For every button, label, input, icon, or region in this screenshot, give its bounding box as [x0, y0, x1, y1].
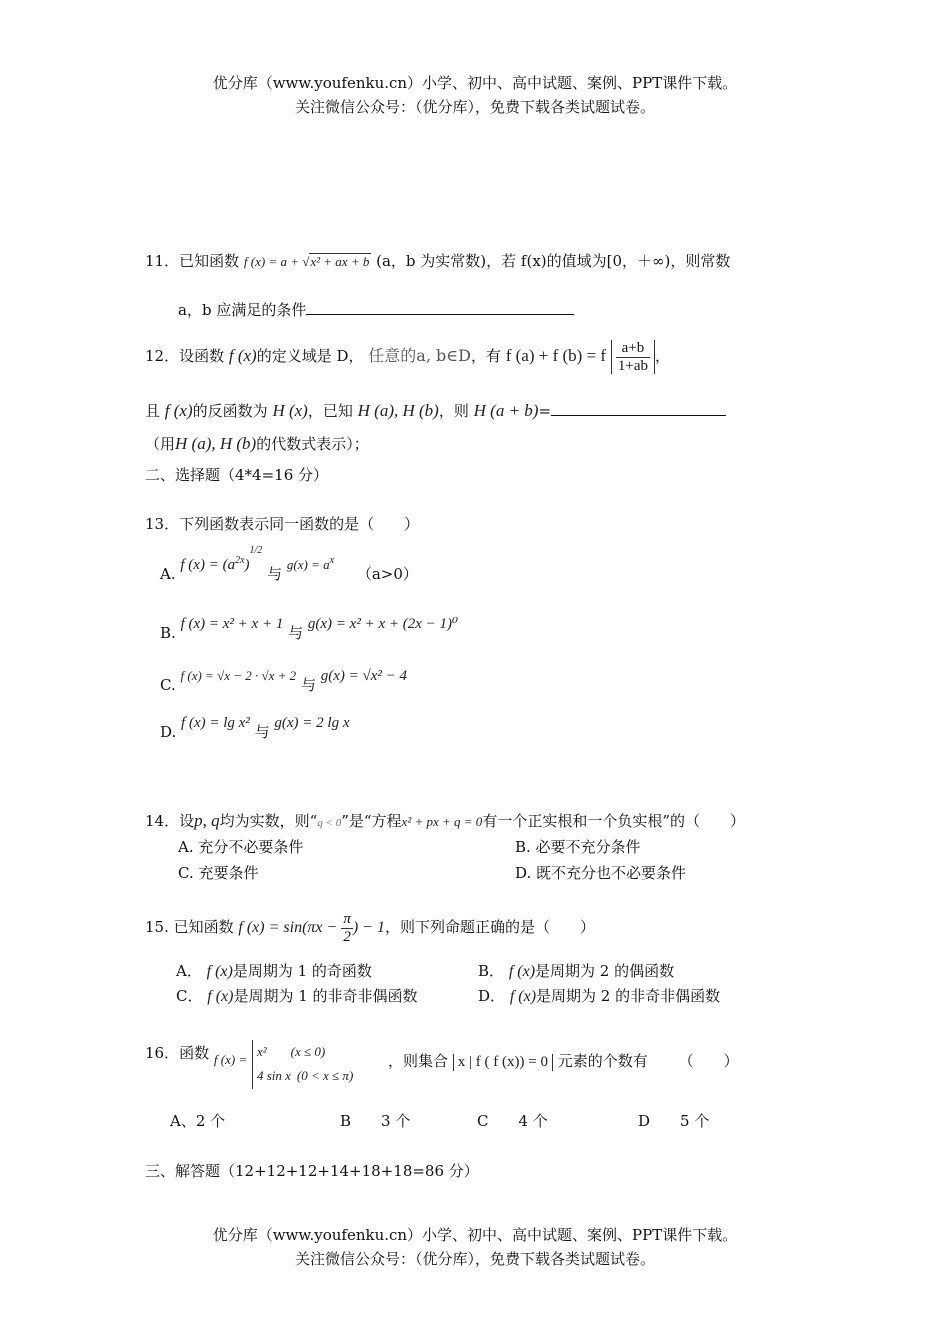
q16-option-c: C 4 个 [477, 1112, 548, 1130]
header-line-2: 关注微信公众号：（优分库），免费下载各类试题试卷。 [294, 98, 655, 116]
q13-option-a [160, 545, 418, 583]
q13-a-f: f (x) = (a [180, 557, 236, 573]
q12-line2-fx: f (x) [164, 401, 193, 420]
q12-line3-hab: H (a), H (b) [175, 434, 257, 453]
q16-case1-cond: (x ≤ 0) [290, 1044, 326, 1059]
q15-stem [145, 908, 595, 947]
q13-b-label: B. [160, 624, 176, 642]
q13-c-f: f (x) = √x − 2 · √x + 2 [180, 668, 297, 683]
q13-a-cond: （a>0） [356, 565, 418, 583]
q12-known-text: ，已知 [307, 402, 353, 420]
q13-a-gexp: x [329, 555, 335, 566]
q15-frac-den: 2 [343, 928, 351, 945]
section-3-title: 三、解答题（12+12+12+14+18+18=86 分） [145, 1162, 479, 1180]
header-line-1: 优分库（www.youfenku.cn）小学、初中、高中试题、案例、PPT课件下载。 [212, 74, 738, 92]
q15-option-c [176, 985, 418, 1006]
q13-option-d [160, 711, 350, 741]
q14-option-d: D. 既不充分也不必要条件 [515, 864, 687, 882]
q12-hx: H (x) [272, 401, 308, 420]
q15-frac-num: π [343, 911, 351, 927]
q12-inverse-text: 的反函数为 [192, 402, 268, 420]
q15-stem-a: 15. 已知函数 [145, 918, 234, 936]
q16-case2-cond: (0 < x ≤ π) [296, 1068, 354, 1084]
q11-answer-blank[interactable] [306, 314, 574, 315]
q13-a-g: g(x) = a [286, 557, 330, 572]
q15-c-text: 是周期为 1 的非奇非偶函数 [233, 987, 418, 1005]
q14-stem-a: 14．设 [145, 812, 195, 830]
q13-b-with: 与 [288, 624, 304, 642]
q14-stem-c: ”是“方程 [341, 812, 402, 830]
q14-pq: p, q [194, 811, 220, 830]
q12-prefix: 12．设函数 [145, 347, 225, 365]
q14-cond: q < 0 [317, 817, 342, 829]
q13-c-with: 与 [300, 676, 316, 694]
q13-a-outer-exp: 1/2 [249, 545, 263, 556]
q16-option-d: D 5 个 [638, 1112, 710, 1130]
q13-option-b [160, 612, 459, 642]
q16-stem-c: 元素的个数有 [557, 1052, 648, 1070]
q13-c-label: C. [160, 676, 176, 694]
q12-answer-blank[interactable] [551, 415, 726, 416]
q12-then-text: ，则 [438, 402, 469, 420]
q15-option-d [478, 985, 720, 1006]
q13-a-close: ) [244, 557, 250, 573]
q15-tail: ) − 1 [352, 919, 385, 936]
section-2-title: 二、选择题（4*4=16 分） [145, 466, 329, 484]
q15-a-fx: f (x) [206, 963, 233, 980]
footer-line-1: 优分库（www.youfenku.cn）小学、初中、高中试题、案例、PPT课件下载。 [212, 1226, 738, 1244]
q14-stem-b: 均为实数，则“ [219, 812, 318, 830]
q14-equation: x² + px + q = 0 [401, 814, 483, 829]
q13-stem: 13．下列函数表示同一函数的是（ ） [145, 515, 420, 533]
q15-c-fx: f (x) [207, 988, 234, 1005]
footer-line-2: 关注微信公众号：（优分库），免费下载各类试题试卷。 [294, 1250, 655, 1268]
q12-frac-denominator: 1+ab [617, 357, 648, 374]
q15-b-text: 是周期为 2 的偶函数 [535, 962, 675, 980]
q12-equals: = [538, 402, 552, 420]
q13-a-exp: 2x [235, 555, 245, 566]
q16-stem-tail [388, 1050, 739, 1071]
q16-stem-a: 16．函数 [145, 1044, 210, 1063]
q12-any-text: 任意的a, b∈D [368, 346, 471, 365]
q12-fraction-bracket [611, 340, 655, 374]
q12-equation: f (a) + f (b) = f [505, 346, 607, 365]
question-12 [145, 340, 670, 374]
q16-paren: （ ） [678, 1052, 739, 1070]
q13-a-label: A. [160, 565, 176, 583]
q15-c-label: C． [176, 987, 203, 1005]
q11-formula-radicand: x² + ax + b [310, 254, 370, 269]
q12-express-text: 的代数式表示）； [256, 435, 369, 453]
q16-stem-b: ，则集合 [388, 1052, 449, 1070]
q12-fraction [616, 340, 650, 374]
q15-a-label: A． [176, 962, 202, 980]
q16-set: x | f ( f (x)) = 0 [453, 1054, 553, 1071]
q12-fx: f (x) [228, 346, 257, 365]
q14-stem-d: 有一个正实根和一个负实根”的（ ） [482, 812, 745, 830]
q16-case-1 [257, 1040, 353, 1064]
q11-text-after: (a，b 为实常数)，若 f(x)的值域为[0，＋∞)，则常数 [376, 252, 731, 270]
q12-line2 [145, 400, 726, 421]
q11-line2 [178, 299, 574, 320]
q11-formula-lhs: f (x) = a + [243, 254, 303, 269]
q15-option-b [478, 960, 674, 981]
q12-tail: ， [655, 347, 671, 365]
q14-option-b: B. 必要不充分条件 [515, 838, 641, 856]
q13-d-f: f (x) = lg x² [181, 715, 250, 731]
question-11 [145, 250, 730, 271]
q11-radical-sign: √ [302, 254, 310, 269]
q15-b-fx: f (x) [508, 963, 536, 980]
q15-d-fx: f (x) [509, 988, 537, 1005]
q15-b-label: B． [478, 962, 505, 980]
q16-case1-expr: x² [256, 1044, 267, 1059]
q15-d-label: D． [478, 987, 506, 1005]
q15-fx: f (x) = sin(πx − [238, 919, 342, 936]
q16-stem [145, 1040, 353, 1089]
q14-stem [145, 810, 745, 831]
q11-prefix: 11．已知函数 [145, 252, 240, 270]
q16-piecewise [252, 1040, 353, 1089]
q12-hsum: H (a + b) [473, 401, 539, 420]
q16-case2-expr: 4 sin x [256, 1068, 291, 1084]
q13-d-label: D. [160, 723, 177, 741]
q12-hab: H (a), H (b) [357, 401, 439, 420]
q16-option-a: A、2 个 [170, 1112, 226, 1130]
q15-option-a [176, 960, 372, 981]
q13-b-f: f (x) = x² + x + 1 [180, 616, 284, 632]
q15-a-text: 是周期为 1 的奇函数 [232, 962, 372, 980]
q12-frac-numerator: a+b [616, 340, 650, 358]
q14-option-a: A. 充分不必要条件 [178, 838, 304, 856]
q13-b-g: g(x) = x² + x + (2x − 1)⁰ [307, 616, 459, 632]
q13-d-g: g(x) = 2 lg x [274, 715, 350, 731]
q14-option-c: C. 充要条件 [178, 864, 259, 882]
q12-domain-text: 的定义域是 D， [256, 347, 364, 365]
q16-fx: f (x) = [213, 1052, 248, 1068]
q13-c-g: g(x) = √x² − 4 [320, 668, 408, 684]
q13-d-with: 与 [254, 723, 270, 741]
q12-use-text: （用 [145, 435, 176, 453]
q12-comma-you: ，有 [470, 347, 501, 365]
q16-option-b: B 3 个 [340, 1112, 411, 1130]
q13-a-with: 与 [267, 565, 283, 583]
q15-fraction [341, 911, 353, 945]
q16-case-2 [257, 1064, 353, 1088]
q11-condition-text: a，b 应满足的条件 [178, 301, 307, 319]
q15-d-text: 是周期为 2 的非奇非偶函数 [536, 987, 721, 1005]
q12-line3 [145, 433, 369, 454]
q15-stem-b: ，则下列命题正确的是（ ） [384, 918, 595, 936]
q12-and-text: 且 [145, 402, 161, 420]
q13-option-c [160, 664, 408, 694]
